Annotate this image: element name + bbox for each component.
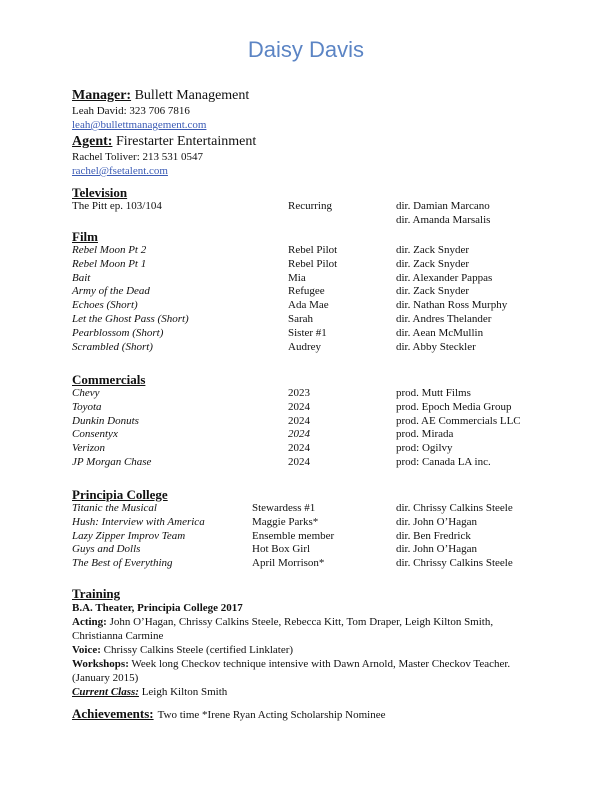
television-heading: Television: [72, 185, 128, 200]
film-heading: Film: [72, 229, 98, 244]
credit-title: Pearblossom (Short): [72, 326, 164, 339]
agent-company: Firestarter Entertainment: [115, 134, 257, 149]
commercial-brand: Dunkin Donuts: [72, 414, 139, 427]
commercial-producer: prod: Ogilvy: [396, 442, 453, 455]
manager-contact: Leah David: 323 706 7816: [72, 105, 190, 117]
table-row: [72, 415, 552, 429]
training-voice: [72, 643, 532, 657]
acting-label: Acting:: [72, 616, 107, 628]
commercial-brand: Verizon: [72, 442, 105, 455]
achievements-text: Two time *Irene Ryan Acting Scholarship Nominee: [157, 709, 386, 721]
credit-title: Rebel Moon Pt 2: [72, 244, 147, 256]
credit-role: Rebel Pilot: [288, 257, 338, 270]
commercial-year: 2024: [288, 455, 310, 468]
credit-role: Sarah: [288, 312, 314, 325]
credit-role: Recurring: [288, 200, 332, 212]
table-row: [72, 200, 552, 214]
credit-director: dir. John O’Hagan: [396, 515, 477, 528]
table-row: [72, 214, 552, 228]
credit-director: dir. Alexander Pappas: [396, 271, 493, 284]
credit-role: Ensemble member: [252, 529, 335, 542]
training-heading: Training: [72, 586, 121, 601]
credit-director: dir. Chrissy Calkins Steele: [396, 502, 513, 514]
table-row: [72, 272, 552, 286]
table-row: [72, 327, 552, 341]
credit-role: Hot Box Girl: [252, 543, 311, 556]
agent-contact: Rachel Toliver: 213 531 0547: [72, 151, 204, 163]
commercial-producer: prod. Mirada: [396, 428, 454, 441]
credit-director: dir. Nathan Ross Murphy: [396, 299, 508, 312]
credit-director: dir. Andres Thelander: [396, 312, 492, 325]
achievements-heading: Achievements:: [72, 706, 154, 721]
credit-title: Scrambled (Short): [72, 340, 153, 353]
credit-title: Bait: [72, 271, 91, 284]
training-workshops: [72, 657, 532, 685]
commercial-producer: prod. AE Commercials LLC: [396, 414, 521, 427]
table-row: [72, 428, 552, 442]
credit-role: Mia: [288, 271, 306, 284]
commercial-year: 2024: [288, 428, 310, 441]
credit-role: Sister #1: [288, 326, 327, 339]
table-row: [72, 387, 552, 401]
commercials-section: [72, 372, 552, 470]
credit-title: Army of the Dead: [72, 285, 150, 298]
training-acting: [72, 615, 532, 643]
commercial-year: 2024: [288, 400, 310, 413]
table-row: [72, 557, 552, 571]
table-row: [72, 258, 552, 272]
table-row: [72, 244, 552, 258]
credit-role: April Morrison*: [252, 557, 325, 570]
table-row: [72, 341, 552, 355]
acting-teachers: John O’Hagan, Chrissy Calkins Steele, Rebecca Kitt, Tom Draper, Leigh Kilton Smith, Christianna Carmine: [72, 616, 494, 642]
workshops-text: Week long Checkov technique intensive with Dawn Arnold, Master Checkov Teacher. (January 2015): [72, 658, 511, 684]
table-row: [72, 530, 552, 544]
resume-name: Daisy Davis: [247, 37, 365, 62]
commercial-year: 2023: [288, 387, 310, 399]
credit-title: Let the Ghost Pass (Short): [72, 312, 189, 325]
table-row: [72, 502, 552, 516]
commercial-brand: JP Morgan Chase: [72, 455, 152, 468]
commercial-brand: Chevy: [72, 387, 100, 399]
agent-email-link[interactable]: rachel@fsetalent.com: [72, 165, 168, 177]
table-row: [72, 299, 552, 313]
credit-role: Stewardess #1: [252, 502, 316, 514]
degree-text: B.A. Theater, Principia College 2017: [72, 602, 243, 614]
manager-line: [72, 88, 552, 104]
voice-teacher: Chrissy Calkins Steele (certified Linklater): [103, 644, 294, 656]
commercial-brand: Toyota: [72, 400, 102, 413]
credit-title: Guys and Dolls: [72, 543, 141, 556]
manager-label: Manager:: [72, 88, 132, 103]
credit-director: dir. Aean McMullin: [396, 326, 484, 339]
credit-role: Ada Mae: [288, 299, 329, 312]
commercial-year: 2024: [288, 414, 310, 427]
credit-director: dir. Damian Marcano: [396, 200, 490, 212]
commercial-brand: Consentyx: [72, 428, 118, 441]
credit-title: The Best of Everything: [72, 557, 173, 570]
credit-director: dir. John O’Hagan: [396, 543, 477, 556]
credit-director: dir. Zack Snyder: [396, 244, 470, 256]
table-row: [72, 313, 552, 327]
table-row: [72, 401, 552, 415]
college-section: [72, 487, 552, 571]
agent-line: [72, 134, 552, 150]
table-row: [72, 285, 552, 299]
agent-label: Agent:: [72, 134, 113, 149]
credit-title: The Pitt ep. 103/104: [72, 200, 162, 212]
commercials-heading: Commercials: [72, 372, 146, 387]
table-row: [72, 442, 552, 456]
credit-director: dir. Amanda Marsalis: [396, 213, 491, 226]
credit-role: Refugee: [288, 285, 325, 298]
credit-director: dir. Zack Snyder: [396, 285, 470, 298]
manager-company: Bullett Management: [134, 88, 250, 103]
current-class-teacher: Leigh Kilton Smith: [141, 686, 228, 698]
commercial-producer: prod: Canada LA inc.: [396, 455, 491, 468]
credit-role: Rebel Pilot: [288, 244, 338, 256]
commercial-year: 2024: [288, 442, 310, 455]
training-section: [72, 586, 532, 699]
current-class-label: Current Class:: [72, 686, 139, 698]
credit-title: Hush: Interview with America: [72, 515, 205, 528]
film-section: [72, 229, 552, 354]
representation: [72, 88, 552, 178]
college-heading: Principia College: [72, 487, 168, 502]
table-row: [72, 456, 552, 470]
credit-director: dir. Chrissy Calkins Steele: [396, 557, 513, 570]
credit-title: Rebel Moon Pt 1: [72, 257, 147, 270]
commercial-producer: prod. Mutt Films: [396, 387, 471, 399]
credit-director: dir. Ben Fredrick: [396, 529, 471, 542]
credit-director: dir. Abby Steckler: [396, 340, 476, 353]
workshops-label: Workshops:: [72, 658, 129, 670]
commercial-producer: prod. Epoch Media Group: [396, 400, 512, 413]
table-row: [72, 543, 552, 557]
manager-email-link[interactable]: leah@bullettmanagement.com: [72, 119, 207, 131]
voice-label: Voice:: [72, 644, 101, 656]
achievements-section: [72, 705, 552, 723]
credit-title: Titanic the Musical: [72, 502, 157, 514]
table-row: [72, 516, 552, 530]
credit-role: Maggie Parks*: [252, 515, 319, 528]
credit-role: Audrey: [288, 340, 321, 353]
training-current-class: [72, 685, 532, 699]
training-degree: [72, 601, 532, 615]
credit-title: Echoes (Short): [72, 299, 138, 312]
credit-title: Lazy Zipper Improv Team: [72, 529, 186, 542]
credit-director: dir. Zack Snyder: [396, 257, 470, 270]
television-section: [72, 185, 552, 228]
